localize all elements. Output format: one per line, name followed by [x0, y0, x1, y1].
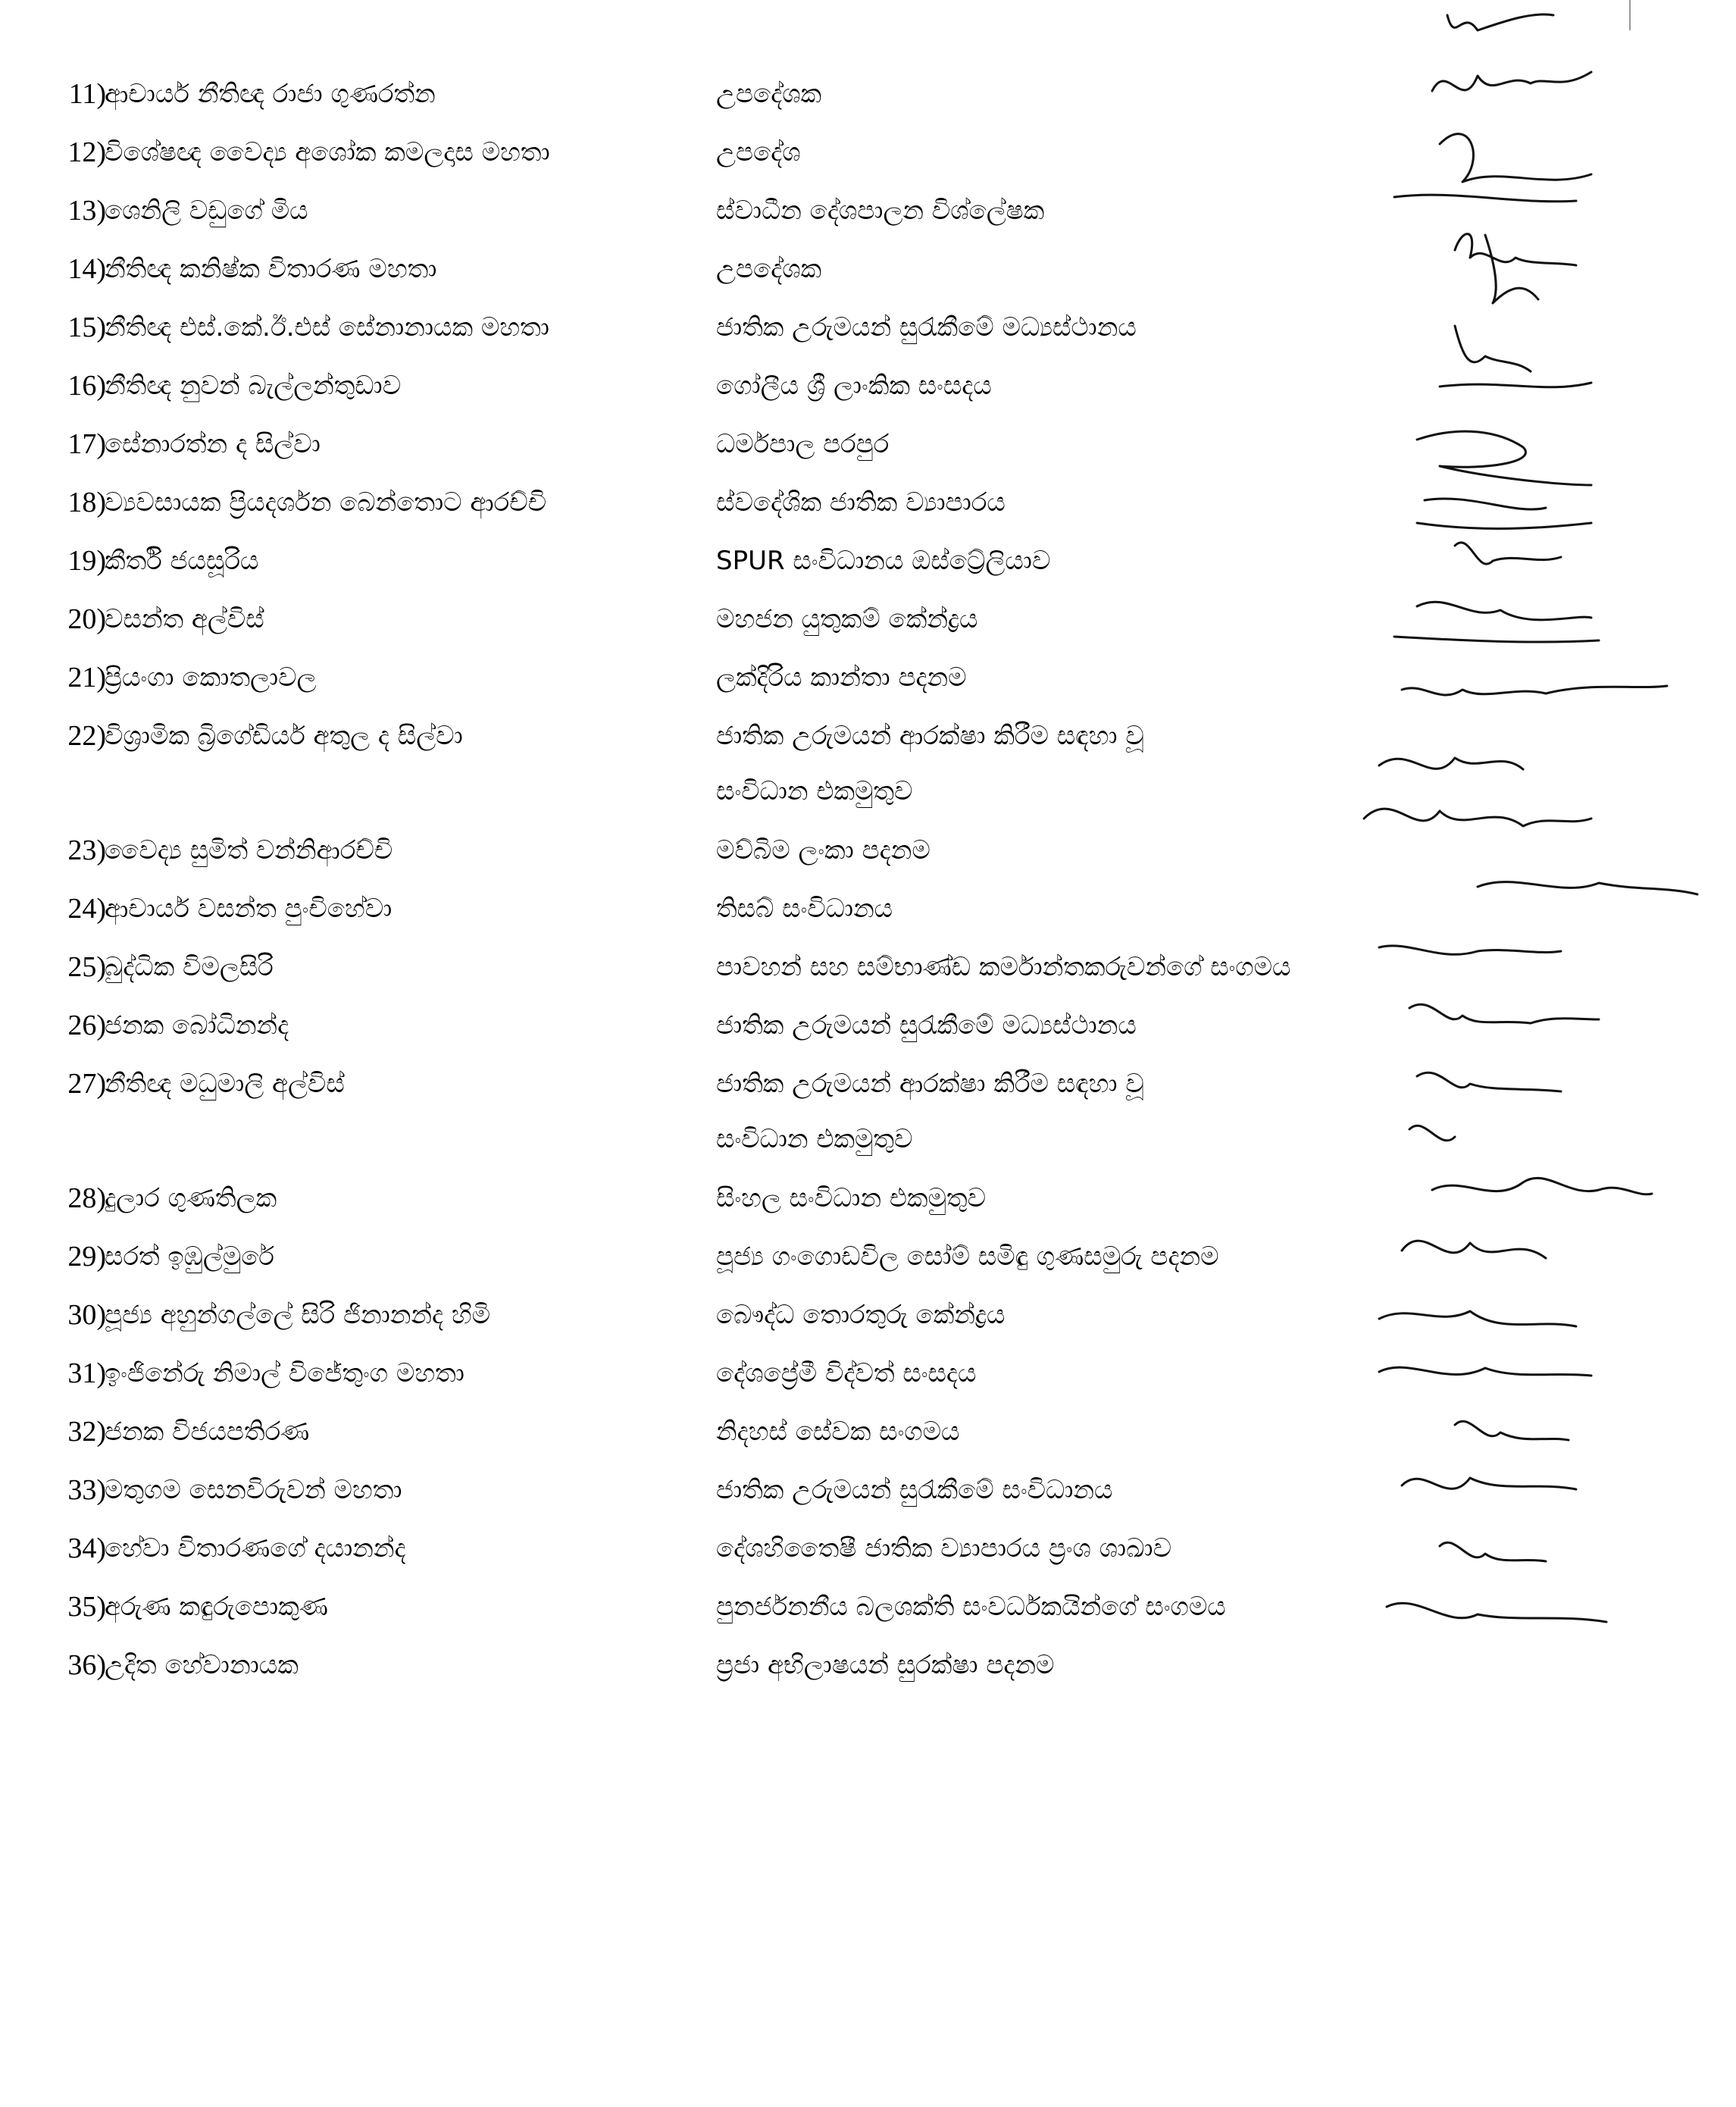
list-item — [0, 1578, 1440, 1631]
signature — [1402, 686, 1667, 695]
organization: ජාතික උරුමයන් සුරැකීමේ සංවිධානය — [716, 1475, 1113, 1505]
organization: ජාතික උරුමයන් සුරැකීමේ මධ්‍යස්ථානය — [716, 1010, 1137, 1041]
entry-number: 33) — [67, 1474, 106, 1506]
entry-number: 19) — [67, 545, 106, 577]
signature — [1409, 1126, 1455, 1141]
entry-number: 22) — [67, 720, 106, 752]
list-item — [0, 938, 1440, 991]
signatory-name: නීතිඥ එස්.කේ.ඊ.එස් සේනානායක මහතා — [105, 312, 549, 343]
list-item — [0, 1055, 1440, 1108]
signatory-name: ඉංජිනේරු නිමාල් විජේතුංග මහතා — [105, 1358, 464, 1388]
organization: උපදේශක — [716, 79, 822, 109]
entry-number: 34) — [67, 1533, 106, 1564]
signature — [1394, 134, 1591, 202]
entry-number: 36) — [67, 1649, 106, 1681]
organization: නිදහස් සේවක සංගමය — [716, 1417, 960, 1447]
signature — [1417, 499, 1591, 529]
signature — [1394, 602, 1599, 642]
entry-number: 11) — [68, 78, 106, 110]
list-item — [0, 822, 1440, 875]
signatory-name: අරුණ කඳුරුපොකුණ — [105, 1592, 328, 1622]
entry-number: 29) — [67, 1241, 106, 1273]
signatory-name: පූජ්‍ය අහුන්ගල්ලේ සිරි ජිනානන්ද හිමි — [105, 1300, 491, 1330]
signatory-name: විශ්‍රාමික බ්‍රිගේඩියර් අතුල ද සිල්වා — [105, 721, 463, 751]
list-item — [0, 1345, 1440, 1398]
signatory-name: ආචාර්ය නීතිඥ රාජා ගුණරත්න — [105, 79, 436, 109]
list-item — [0, 532, 1440, 585]
signatory-name: ප්‍රියංගා කොතලාවල — [105, 662, 317, 693]
signature — [1432, 1178, 1652, 1194]
signature — [1440, 326, 1591, 387]
list-item — [0, 415, 1440, 468]
signatory-name: කීර්ති ජයසූරිය — [105, 546, 259, 576]
list-item — [0, 299, 1440, 352]
signature — [1455, 234, 1576, 265]
organization: බෞද්ධ තොරතුරු කේන්ද්‍රය — [716, 1300, 1006, 1330]
list-item — [0, 1520, 1440, 1573]
signatory-name: නීතිඥ මධුමාලි අල්විස් — [105, 1069, 345, 1099]
signatory-name: සරත් ඉඹුල්මුරේ — [105, 1241, 274, 1272]
list-item — [0, 1636, 1440, 1689]
organization-continued: සංවිධාන එකමුතුව — [716, 1124, 913, 1154]
signature — [1379, 946, 1561, 954]
list-item — [0, 590, 1440, 643]
organization: ජාතික උරුමයන් සුරැකීමේ මධ්‍යස්ථානය — [716, 312, 1137, 343]
signatory-name: හේවා විතාරණගේ දයානන්ද — [105, 1533, 406, 1564]
entry-number: 24) — [67, 893, 106, 925]
list-item-continuation — [0, 762, 1440, 816]
signature — [1432, 72, 1591, 91]
organization: මව්බිම ලංකා පදනම — [716, 835, 931, 866]
organization: ගෝලීය ශ්‍රී ලාංකික සංසදය — [716, 371, 992, 401]
entry-number: 16) — [67, 370, 106, 402]
signatory-name: ව්‍යවසායක ප්‍රියදර්ශන බෙන්තොට ආරච්චි — [105, 487, 547, 518]
entry-number: 20) — [67, 603, 106, 635]
list-item — [0, 124, 1440, 177]
organization: ප්‍රජා අභිලාෂයන් සුරක්ෂා පදනම — [716, 1650, 1055, 1680]
signature — [1447, 14, 1553, 30]
signatory-name: ජනක බෝධිනන්ද — [105, 1010, 289, 1041]
organization: පුනර්ජනනීය බලශක්ති සංවර්ධකයින්ගේ සංගමය — [716, 1592, 1226, 1622]
entry-number: 13) — [67, 195, 106, 227]
signatory-name: නීතිඥ කනිෂ්ක විතාරණ මහතා — [105, 254, 437, 284]
organization: ධර්මපාල පරපුර — [716, 429, 890, 459]
signatory-name: වෛද්‍ය සුමිත් වන්නිආරච්චි — [105, 835, 393, 866]
signatory-name: වසන්ත අල්විස් — [105, 604, 264, 634]
organization: දේශප්‍රේමී විද්වත් සංසදය — [716, 1358, 977, 1388]
signature — [1364, 809, 1591, 826]
organization: උපදේශ — [716, 137, 801, 167]
entry-number: 23) — [67, 834, 106, 866]
list-item — [0, 474, 1440, 527]
organization: ජාතික උරුමයන් ආරක්ෂා කිරීම සඳහා වූ — [716, 1069, 1144, 1099]
signature — [1455, 543, 1561, 564]
list-item — [0, 1169, 1440, 1223]
list-item-continuation — [0, 1110, 1440, 1163]
signature — [1379, 1311, 1576, 1326]
signature — [1455, 1421, 1569, 1440]
list-item — [0, 1228, 1440, 1281]
signatory-name: ජනක විජයපතිරණ — [105, 1417, 310, 1447]
entry-number: 21) — [67, 662, 106, 693]
entry-number: 27) — [67, 1068, 106, 1100]
list-item — [0, 649, 1440, 702]
organization: SPUR සංවිධානය ඔස්ට්‍රේලියාව — [716, 546, 1051, 576]
organization: ජාතික උරුමයන් ආරක්ෂා කිරීම සඳහා වූ — [716, 721, 1144, 751]
signature — [1417, 1072, 1561, 1091]
list-item — [0, 997, 1440, 1050]
list-item — [0, 1403, 1440, 1456]
entry-number: 12) — [67, 136, 106, 168]
organization: දේශහිතෛෂී ජාතික ව්‍යාපාරය ප්‍රංශ ශාඛාව — [716, 1533, 1172, 1564]
list-item — [0, 182, 1440, 235]
signature — [1402, 1478, 1576, 1489]
signature — [1379, 1367, 1591, 1376]
entry-number: 28) — [67, 1182, 106, 1214]
entry-number: 17) — [67, 428, 106, 460]
organization: පාවහන් සහ සම්භාණ්ඩ කර්මාන්තකරුවන්ගේ සංගමය — [716, 952, 1291, 982]
signatory-name: බුද්ධික විමලසිරි — [105, 952, 274, 982]
organization: උපදේශක — [716, 254, 822, 284]
entry-number: 15) — [67, 312, 106, 343]
entry-number: 18) — [67, 487, 106, 518]
entry-number: 30) — [67, 1299, 106, 1331]
organization-continued: සංවිධාන එකමුතුව — [716, 776, 913, 806]
entry-number: 26) — [67, 1010, 106, 1041]
signatory-name: ආචාර්ය වසන්ත පුංචිහේවා — [105, 894, 393, 924]
signature — [1440, 1542, 1546, 1561]
signature — [1478, 882, 1697, 894]
list-item — [0, 1286, 1440, 1339]
signatory-name: දුලාර ගුණතිලක — [105, 1183, 277, 1213]
signature — [1379, 758, 1523, 769]
organization: සිංහල සංවිධාන එකමුතුව — [716, 1183, 987, 1213]
signature — [1402, 1241, 1546, 1258]
signature — [1417, 431, 1591, 485]
signatory-name: සේනාරත්න ද සිල්වා — [105, 429, 321, 459]
list-item — [0, 1461, 1440, 1514]
signatory-name: උදිත හේවානායක — [105, 1650, 299, 1680]
list-item — [0, 240, 1440, 293]
organization: පූජ්‍ය ගංගොඩවිල සෝම් සමිඳු ගුණසමුරු පදනම — [716, 1241, 1219, 1272]
list-item — [0, 707, 1440, 760]
entry-number: 31) — [67, 1357, 106, 1389]
signatory-name: ශෙනිලි වඩුගේ මිය — [105, 196, 308, 226]
signatory-name: මතුගම සෙනවිරුවන් මහතා — [105, 1475, 402, 1505]
list-item — [0, 880, 1440, 933]
organization: ලක්දිරිය කාන්තා පදනම — [716, 662, 967, 693]
organization: ස්වදේශික ජාතික ව්‍යාපාරය — [716, 487, 1006, 518]
organization: ස්වාධීන දේශපාලන විශ්ලේෂක — [716, 196, 1045, 226]
handwritten-signatures-column — [1349, 0, 1736, 1743]
entry-number: 35) — [67, 1591, 106, 1623]
list-item — [0, 65, 1440, 118]
entry-number: 32) — [67, 1416, 106, 1448]
entry-number: 14) — [67, 253, 106, 285]
signature — [1387, 1603, 1606, 1622]
signature — [1485, 235, 1538, 303]
signatory-name: නීතිඥ නුවන් බැල්ලන්තුඩාව — [105, 371, 402, 401]
organization: තිසබ් සංවිධානය — [716, 894, 893, 924]
organization: මහජන යුතුකම් කේන්ද්‍රය — [716, 604, 978, 634]
entry-number: 25) — [67, 951, 106, 983]
list-item — [0, 357, 1440, 410]
signatory-name: විශේෂඥ වෛද්‍ය අශෝක කමලදාස මහතා — [105, 137, 550, 167]
signature — [1409, 1004, 1599, 1023]
